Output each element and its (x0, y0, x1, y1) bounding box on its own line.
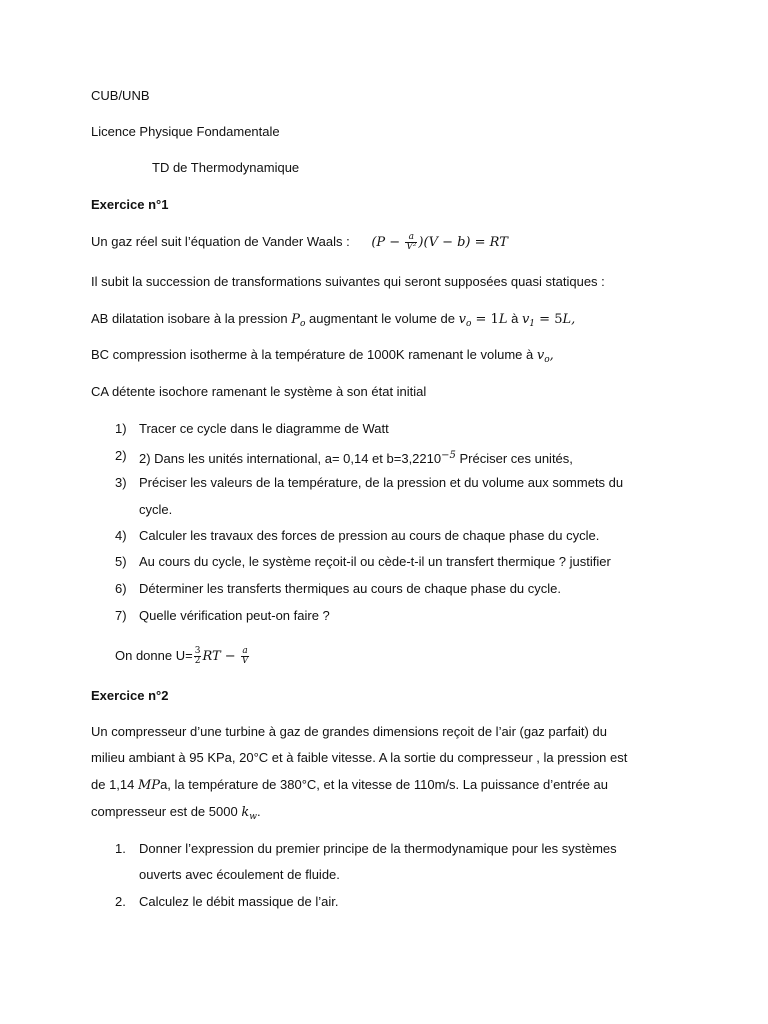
vdw-equation: (P − $\frac{a}{\text{V²}}$ )(V − b) = RT (371, 232, 508, 252)
transformation-ca: CA détente isochore ramenant le système à son état initial (91, 384, 427, 399)
transformation-bc: BC compression isotherme à la température de 1000K ramenant le volume à $v_o$, (91, 347, 554, 365)
ex2-paragraph-line: de 1,14 MPa, la température de 380°C, et la vitesse de 110m/s. La puissance d’entrée au (91, 777, 609, 793)
exercise-2-title: Exercice n°2 (91, 688, 169, 703)
ex2-paragraph-line: milieu ambiant à 95 KPa, 20°C et à faible vitesse. A la sortie du compresseur , la pression est (91, 750, 628, 765)
vdw-intro: Un gaz réel suit l’équation de Vander Waals : (91, 234, 350, 249)
energy-formula: On donne U= $\frac{3}{2}$ RT − $\frac{a}{V}$ (115, 646, 249, 666)
exercise-1-title: Exercice n°1 (91, 197, 169, 212)
transformation-ab: AB dilatation isobare à la pression $P_o$ augmentant le volume de $v_o = 1L$ à $v_1 = 5L$, (91, 311, 576, 329)
ex2-paragraph-line: Un compresseur d’une turbine à gaz de grandes dimensions reçoit de l’air (gaz parfait) du (91, 724, 607, 739)
sequence-text: Il subit la succession de transformations suivantes qui seront supposées quasi statiques : (91, 274, 605, 289)
header-program: Licence Physique Fondamentale (91, 124, 280, 139)
header-org: CUB/UNB (91, 88, 150, 103)
ex2-paragraph-line: compresseur est de 5000 $k_w$. (91, 804, 261, 822)
vdw-line (91, 233, 508, 252)
header-course: TD de Thermodynamique (152, 160, 300, 175)
